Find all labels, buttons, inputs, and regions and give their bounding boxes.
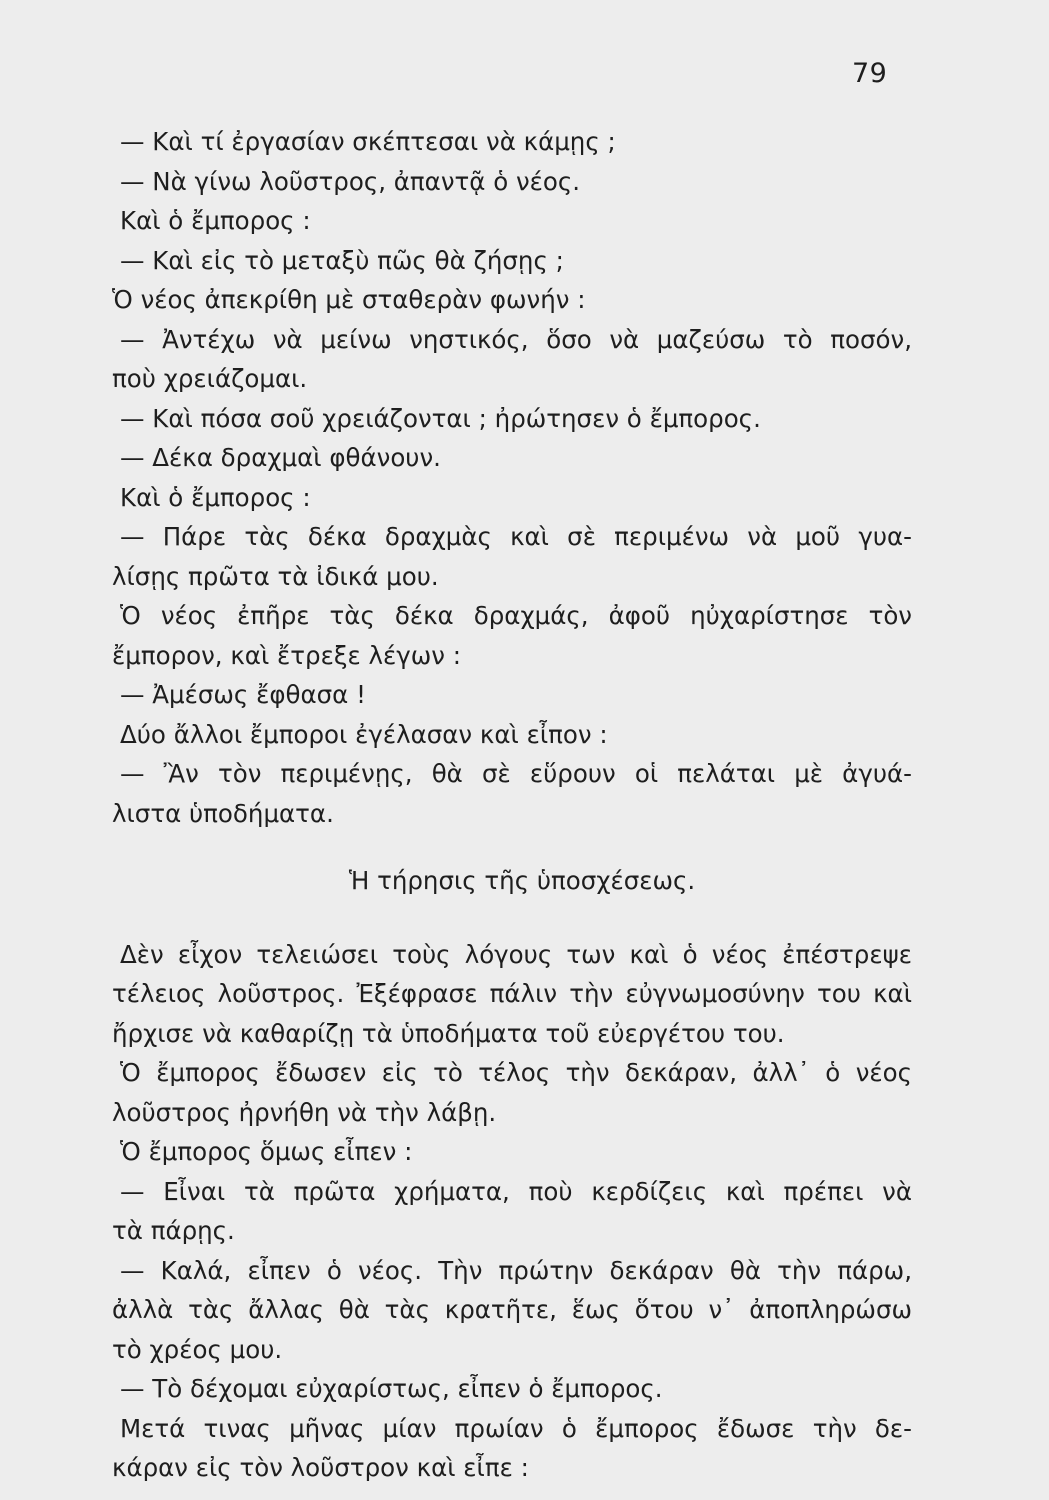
text-line: Καὶ ὁ ἔμπορος : xyxy=(120,482,311,512)
text-line: τὸ χρέος μου. xyxy=(112,1334,283,1364)
section-heading: Ἡ τήρησις τῆς ὑποσχέσεως. xyxy=(348,866,696,895)
text-line: — Ἀντέχω νὰ μείνω νηστικός, ὅσο νὰ μαζεύσω τὸ ποσόν, xyxy=(120,324,912,354)
text-line: Δὲν εἶχον τελειώσει τοὺς λόγους των καὶ ὁ νέος ἐπέστρεψε xyxy=(120,939,912,969)
text-line: λιστα ὑποδήματα. xyxy=(112,798,334,828)
text-line: — Ἂν τὸν περιμένῃς, θὰ σὲ εὕρουν οἱ πελάται μὲ ἀγυά- xyxy=(120,759,912,788)
text-line: Ὁ ἔμπορος ἔδωσεν εἰς τὸ τέλος τὴν δεκάραν, ἀλλ᾿ ὁ νέος xyxy=(120,1058,912,1087)
text-line: — Νὰ γίνω λοῦστρος, ἀπαντᾷ ὁ νέος. xyxy=(120,166,581,196)
text-line: Μετά τινας μῆνας μίαν πρωίαν ὁ ἔμπορος ἔδωσε τὴν δε- xyxy=(120,1413,912,1443)
text-line: Ὁ ἔμπορος ὅμως εἶπεν : xyxy=(120,1137,413,1166)
text-line: — Καὶ τί ἐργασίαν σκέπτεσαι νὰ κάμῃς ; xyxy=(120,127,616,156)
text-line: Ὁ νέος ἀπεκρίθη μὲ σταθερὰν φωνήν : xyxy=(112,285,586,314)
text-line: — Καὶ εἰς τὸ μεταξὺ πῶς θὰ ζήσῃς ; xyxy=(120,245,564,275)
text-line: — Εἶναι τὰ πρῶτα χρήματα, ποὺ κερδίζεις καὶ πρέπει νὰ xyxy=(120,1176,912,1206)
text-line: Καὶ ὁ ἔμπορος : xyxy=(120,206,311,235)
text-line: τὰ πάρῃς. xyxy=(112,1216,235,1245)
text-line: λοῦστρος ἠρνήθη νὰ τὴν λάβῃ. xyxy=(112,1097,497,1127)
text-line: — Δέκα δραχμαὶ φθάνουν. xyxy=(120,443,441,472)
text-line: τέλειος λοῦστρος. Ἐξέφρασε πάλιν τὴν εὐγνωμοσύνην του καὶ xyxy=(112,979,912,1008)
text-line: ἀλλὰ τὰς ἄλλας θὰ τὰς κρατῆτε, ἕως ὅτου ν᾿ ἀποπληρώσω xyxy=(112,1295,912,1324)
text-line: κάραν εἰς τὸν λοῦστρον καὶ εἶπε : xyxy=(112,1453,529,1482)
text-line: ποὺ χρειάζομαι. xyxy=(112,364,308,393)
text-line: λίσῃς πρῶτα τὰ ἰδικά μου. xyxy=(112,561,439,591)
text-line: — Καλά, εἶπεν ὁ νέος. Τὴν πρώτην δεκάραν θὰ τὴν πάρω, xyxy=(120,1255,912,1285)
text-line: — Ἀμέσως ἔφθασα ! xyxy=(120,680,366,709)
text-line: ἔμπορον, καὶ ἔτρεξε λέγων : xyxy=(112,640,462,670)
text-line: Δύο ἄλλοι ἔμποροι ἐγέλασαν καὶ εἶπον : xyxy=(120,719,608,749)
text-line: Ὁ νέος ἐπῆρε τὰς δέκα δραχμάς, ἀφοῦ ηὐχαρίστησε τὸν xyxy=(120,601,912,630)
body-text xyxy=(112,122,912,1488)
page-number: 79 xyxy=(852,58,888,89)
text-line: — Τὸ δέχομαι εὐχαρίστως, εἶπεν ὁ ἔμπορος. xyxy=(120,1374,663,1403)
text-line: — Πάρε τὰς δέκα δραχμὰς καὶ σὲ περιμένω νὰ μοῦ γυα- xyxy=(120,522,912,551)
text-line: ἤρχισε νὰ καθαρίζῃ τὰ ὑποδήματα τοῦ εὐεργέτου του. xyxy=(112,1018,785,1048)
text-line: — Καὶ πόσα σοῦ χρειάζονται ; ἠρώτησεν ὁ ἔμπορος. xyxy=(120,403,761,433)
